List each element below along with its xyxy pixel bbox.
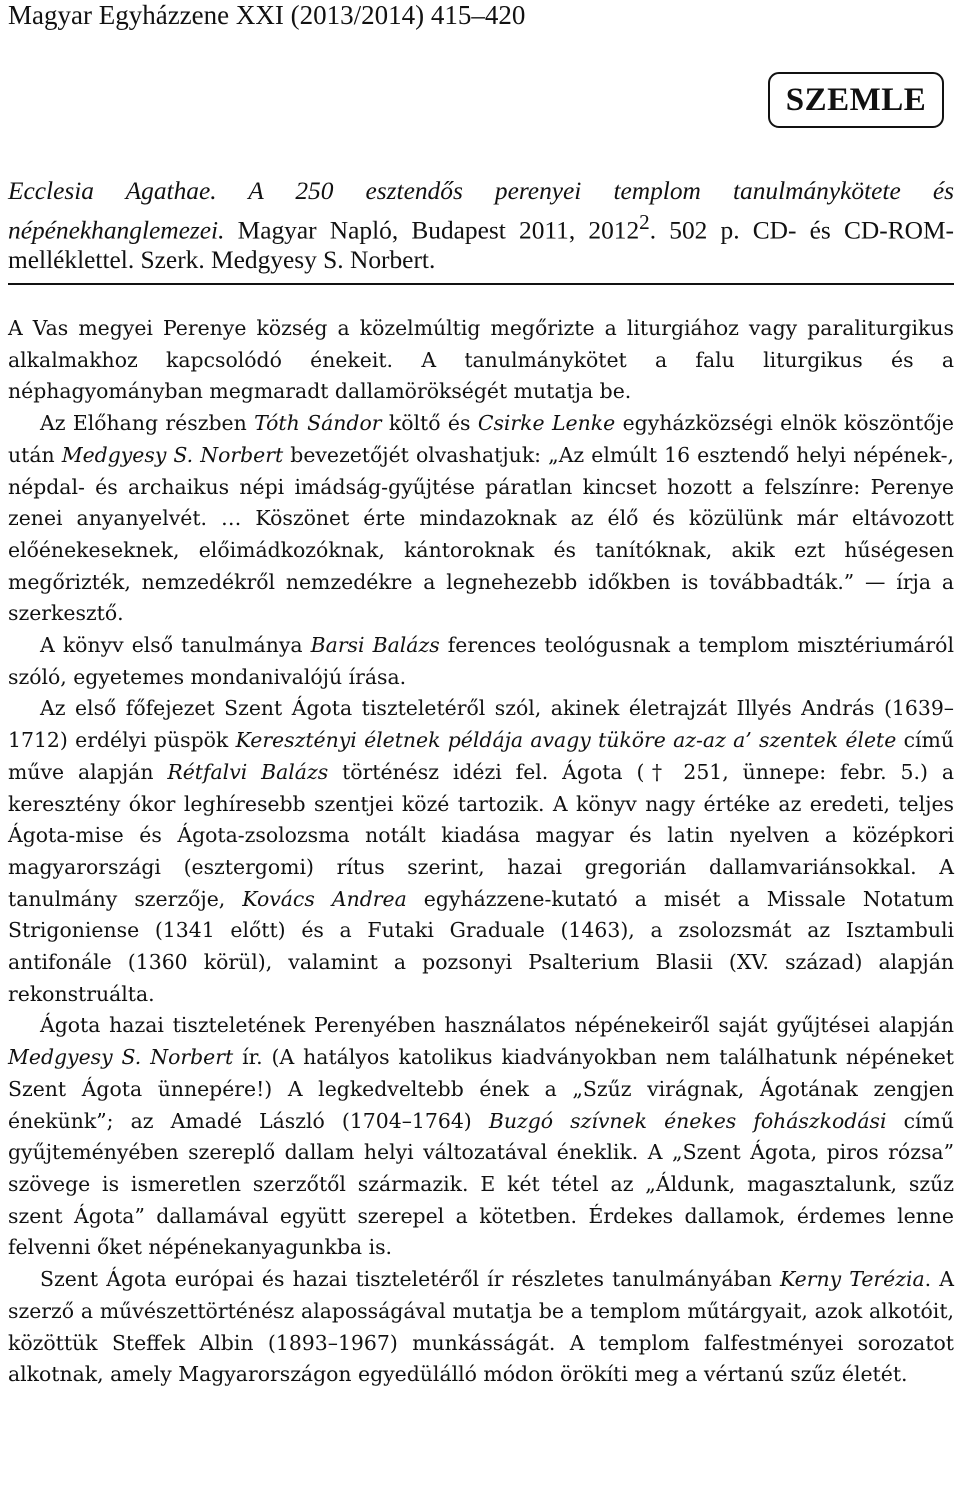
- person-name: Medgyesy S. Norbert: [61, 442, 284, 467]
- paragraph-1-text: A Vas megyei Perenye község a közelmúltig megőrizte a liturgiához vagy paraliturgikus alkalmakhoz kapcsolódó énekeit. A tanulmánykötet a falu liturgikus és a néphagyományban megmaradt dallamörökségét mutatja be.: [8, 316, 954, 404]
- person-name: Tóth Sándor: [254, 411, 382, 436]
- book-citation: [8, 176, 954, 276]
- paragraph-5: [8, 1010, 954, 1264]
- paragraph-2: [8, 408, 954, 630]
- work-title: Buzgó szívnek énekes fohászkodási: [488, 1108, 887, 1133]
- edition-superscript: 2: [639, 209, 650, 234]
- text-run: bevezetőjét olvashatjuk: „Az elmúlt 16 esztendő helyi népének-, népdal- és archaikus népi imádság-gyűjtése páratlan kincset hozott a felszínre: Perenye zenei anyanyelvét. … Köszönet érte mindazoknak az élő és közülünk már eltávozott előénekeseknek, előimádkozóknak, kántoroknak és tanítóknak, akik ezt hűségesen megőrizték, nemzedékről nemzedékre a legnehezebb időkben is továbbadták.” — írja a szerkesztő.: [8, 442, 954, 626]
- person-name: Kerny Terézia: [780, 1267, 925, 1292]
- section-label: SZEMLE: [768, 72, 944, 128]
- book-title: Ecclesia Agathae. A 250 esztendős perenyei templom tanulmánykötete és népénekhanglemezei.: [8, 177, 954, 244]
- work-title: Keresztényi életnek példája avagy tüköre az-az a’ szentek élete: [235, 728, 897, 753]
- person-name: Rétfalvi Balázs: [167, 759, 329, 784]
- person-name: Medgyesy S. Norbert: [8, 1045, 234, 1070]
- text-run: egyházközségi elnök köszöntője után: [8, 411, 954, 467]
- text-run: ferences teológusnak a templom misztériumáról szóló, egyetemes mondanivalójú írása.: [8, 633, 954, 689]
- review-body: [8, 313, 954, 1391]
- text-run: történész idézi fel. Ágota († 251, ünnepe: febr. 5.) a keresztény ókor leghíresebb szentjei közé tartozik. A könyv nagy értéke az eredeti, teljes Ágota-mise és Ágota-zsolozsma notált kiadása magyar és latin nyelven a középkori magyarországi (esztergomi) rítus szerint, hazai gregorián dallamvariánsokkal. A tanulmány szerzője,: [8, 759, 955, 911]
- person-name: Csirke Lenke: [477, 411, 616, 436]
- person-name: Kovács Andrea: [242, 886, 407, 911]
- person-name: Barsi Balázs: [310, 633, 440, 658]
- paragraph-4: [8, 693, 954, 1010]
- text-run: költő és: [381, 411, 478, 436]
- text-run: Az első főfejezet Szent Ágota tiszteletéről szól, akinek életrajzát Illyés András (1639–1712) erdélyi püspök: [8, 696, 954, 753]
- citation-publisher: Magyar Napló, Budapest 2011, 2012: [237, 215, 640, 244]
- running-head: Magyar Egyházzene XXI (2013/2014) 415–420: [8, 0, 526, 30]
- text-run: Szent Ágota európai és hazai tiszteletéről ír részletes tanulmányában: [40, 1267, 780, 1292]
- paragraph-6: [8, 1264, 954, 1391]
- text-run: című műve alapján: [8, 728, 954, 784]
- text-run: Ágota hazai tiszteletének Perenyében használatos népénekeiről saját gyűjtései alapján: [40, 1013, 954, 1038]
- paragraph-1: [8, 313, 954, 408]
- text-run: Az Előhang részben: [40, 411, 255, 436]
- citation-details: . 502 p. CD- és CD-ROM-melléklettel. Szerk. Medgyesy S. Norbert.: [8, 215, 954, 275]
- text-run: A könyv első tanulmánya: [40, 633, 311, 658]
- text-run: . A szerző a művészettörténész alaposságával mutatja be a templom műtárgyait, azok alkotóit, közöttük Steffek Albin (1893–1967) munkásságát. A templom falfestményei sorozatot alkotnak, amely Magyarországon egyedülálló módon örökíti meg a vértanú szűz életét.: [8, 1267, 954, 1387]
- citation-divider: [8, 283, 954, 285]
- paragraph-3: [8, 630, 954, 693]
- text-run: című gyűjteményében szereplő dallam helyi változatával éneklik. A „Szent Ágota, piros rózsa” szövege is ismeretlen szerzőtől származik. E két tétel az „Áldunk, magasztalunk, szűz szent Ágota” dallamával együtt szerepel a kötetben. Érdekes dallamok, érdemes lenne felvenni őket népénekanyagunkba is.: [8, 1108, 954, 1260]
- text-run: egyházzene-kutató a misét a Missale Notatum Strigoniense (1341 előtt) és a Futaki Graduale (1463), a zsolozsmát az Isztambuli antifonále (1360 körül), valamint a pozsonyi Psalterium Blasii (XV. század) alapján rekonstruálta.: [8, 886, 955, 1006]
- text-run: ír. (A hatályos katolikus kiadványokban nem találhatunk népéneket Szent Ágota ünnepére!) A legkedveltebb ének a „Szűz virágnak, Ágotának zengjen énekünk”; az Amadé László (1704–1764): [8, 1045, 954, 1133]
